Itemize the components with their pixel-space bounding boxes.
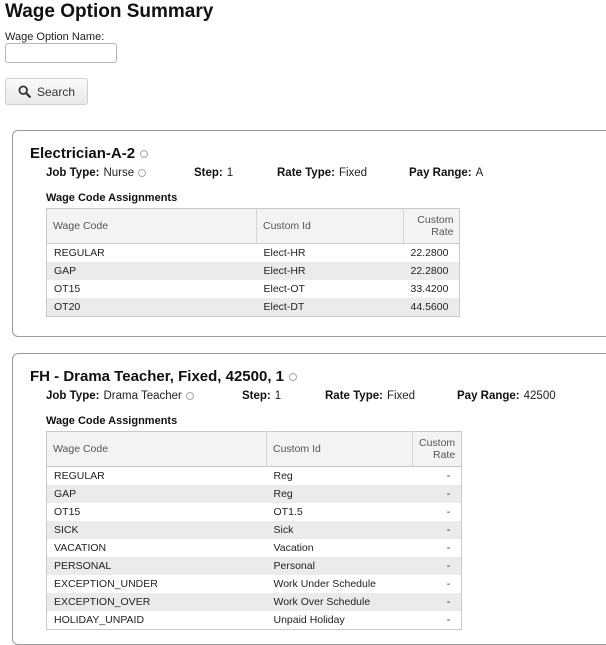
job-type-label: Job Type: — [46, 167, 100, 179]
custom-rate-line2: Rate — [433, 449, 456, 461]
pay-range-label: Pay Range: — [409, 167, 472, 179]
wage-code-cell: EXCEPTION_OVER — [47, 593, 267, 611]
wage-code-table — [46, 431, 462, 630]
table-row — [47, 280, 460, 298]
job-type-value: Nurse — [103, 167, 135, 179]
search-icon — [18, 85, 31, 98]
table-row — [47, 611, 462, 630]
wage-code-cell: SICK — [47, 521, 267, 539]
custom-id-cell: Work Under Schedule — [267, 575, 413, 593]
table-row — [47, 521, 462, 539]
info-icon[interactable] — [138, 169, 146, 177]
rate-type-label: Rate Type: — [277, 167, 335, 179]
wage-code-cell: OT15 — [47, 503, 267, 521]
job-type — [46, 390, 194, 402]
wage-code-table — [46, 208, 460, 317]
column-header-custom-id[interactable]: Custom Id — [257, 209, 404, 244]
info-icon[interactable] — [140, 150, 148, 158]
column-header-custom-id[interactable]: Custom Id — [267, 432, 413, 467]
custom-id-cell: Vacation — [267, 539, 413, 557]
table-row — [47, 244, 460, 263]
wage-code-cell: REGULAR — [47, 244, 257, 263]
job-type — [46, 167, 146, 179]
column-header-wage-code[interactable]: Wage Code — [47, 209, 257, 244]
custom-rate-cell: - — [413, 467, 462, 486]
custom-rate-cell: - — [413, 593, 462, 611]
search-button-label: Search — [36, 84, 76, 99]
pay-range — [409, 167, 483, 179]
table-row — [47, 485, 462, 503]
custom-rate-cell: - — [413, 503, 462, 521]
table-row — [47, 298, 460, 317]
pay-range-label: Pay Range: — [457, 390, 520, 402]
rate-type-value: Fixed — [386, 390, 416, 402]
info-icon[interactable] — [289, 373, 297, 381]
custom-id-cell: Elect-OT — [257, 280, 404, 298]
wage-code-cell: GAP — [47, 262, 257, 280]
custom-rate-cell: 44.5600 — [404, 298, 460, 317]
rate-type-value: Fixed — [338, 167, 368, 179]
wage-code-assignments-title: Wage Code Assignments — [46, 192, 178, 204]
step-label: Step: — [242, 390, 271, 402]
custom-rate-cell: 33.4200 — [404, 280, 460, 298]
wage-code-cell: VACATION — [47, 539, 267, 557]
wage-option-title — [30, 145, 148, 162]
step-value: 1 — [226, 167, 234, 179]
pay-range-value: 42500 — [523, 390, 556, 402]
custom-rate-cell: - — [413, 485, 462, 503]
wage-code-cell: PERSONAL — [47, 557, 267, 575]
step — [194, 167, 233, 179]
custom-id-cell: Elect-HR — [257, 262, 404, 280]
custom-id-cell: Reg — [267, 485, 413, 503]
custom-id-cell: Sick — [267, 521, 413, 539]
rate-type — [325, 390, 415, 402]
wage-option-title-text: FH - Drama Teacher, Fixed, 42500, 1 — [30, 368, 285, 385]
wage-code-cell: REGULAR — [47, 467, 267, 486]
wage-code-cell: OT20 — [47, 298, 257, 317]
table-row — [47, 262, 460, 280]
custom-rate-line2: Rate — [431, 226, 454, 238]
step-value: 1 — [274, 390, 282, 402]
column-header-custom-rate[interactable] — [404, 209, 460, 244]
job-type-label: Job Type: — [46, 390, 100, 402]
job-type-value: Drama Teacher — [103, 390, 182, 402]
custom-id-cell: Reg — [267, 467, 413, 486]
wage-option-name-input[interactable] — [5, 43, 117, 63]
custom-id-cell: Unpaid Holiday — [267, 611, 413, 630]
column-header-custom-rate[interactable] — [413, 432, 462, 467]
page-title: Wage Option Summary — [5, 1, 214, 22]
step-label: Step: — [194, 167, 223, 179]
step — [242, 390, 281, 402]
custom-rate-line1: Custom — [417, 214, 454, 226]
wage-code-cell: GAP — [47, 485, 267, 503]
custom-rate-cell: - — [413, 521, 462, 539]
wage-option-panel — [12, 130, 606, 337]
custom-id-cell: Elect-HR — [257, 244, 404, 263]
column-header-wage-code[interactable]: Wage Code — [47, 432, 267, 467]
table-row — [47, 557, 462, 575]
table-row — [47, 575, 462, 593]
pay-range — [457, 390, 556, 402]
pay-range-value: A — [475, 167, 484, 179]
rate-type-label: Rate Type: — [325, 390, 383, 402]
custom-rate-cell: 22.2800 — [404, 262, 460, 280]
table-row — [47, 467, 462, 486]
custom-rate-cell: - — [413, 611, 462, 630]
custom-id-cell: OT1.5 — [267, 503, 413, 521]
info-icon[interactable] — [186, 392, 194, 400]
wage-option-title-text: Electrician-A-2 — [30, 145, 136, 162]
rate-type — [277, 167, 367, 179]
custom-id-cell: Elect-DT — [257, 298, 404, 317]
custom-rate-line1: Custom — [419, 437, 456, 449]
custom-id-cell: Work Over Schedule — [267, 593, 413, 611]
wage-code-cell: OT15 — [47, 280, 257, 298]
custom-rate-cell: 22.2800 — [404, 244, 460, 263]
wage-code-assignments-title: Wage Code Assignments — [46, 415, 178, 427]
custom-id-cell: Personal — [267, 557, 413, 575]
wage-code-cell: HOLIDAY_UNPAID — [47, 611, 267, 630]
wage-code-cell: EXCEPTION_UNDER — [47, 575, 267, 593]
table-row — [47, 503, 462, 521]
custom-rate-cell: - — [413, 557, 462, 575]
wage-option-panel — [12, 353, 606, 645]
table-row — [47, 539, 462, 557]
custom-rate-cell: - — [413, 575, 462, 593]
table-row — [47, 593, 462, 611]
search-button[interactable] — [5, 78, 88, 105]
wage-option-name-label: Wage Option Name: — [5, 31, 105, 43]
custom-rate-cell: - — [413, 539, 462, 557]
wage-option-title — [30, 368, 297, 385]
